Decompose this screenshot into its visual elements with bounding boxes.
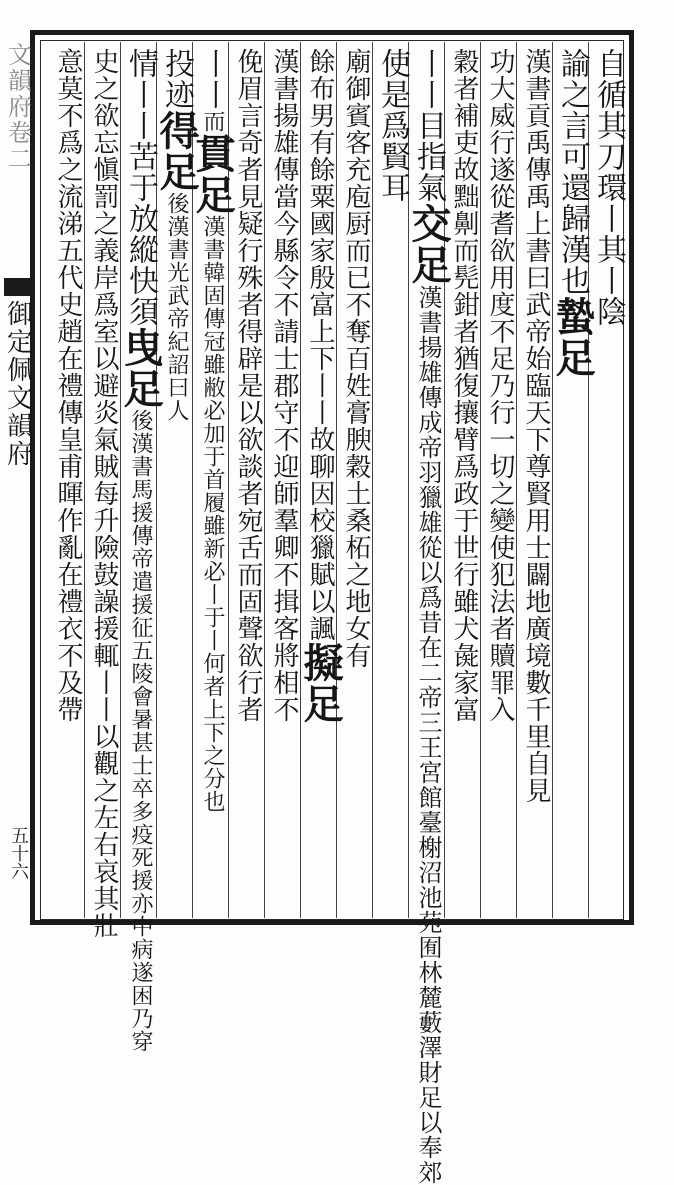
text-column-13: [153, 48, 200, 910]
column-text: 丨丨而貫足漢書韓固傳冠雖敝必加于首履雖新必丨于丨何者上下之分也: [189, 48, 236, 813]
text-column-15: [87, 48, 121, 939]
headword-dezu: 得足: [153, 110, 200, 192]
column-text: 意莫不爲之流涕五代史趙在禮傳皇甫暉作亂在禮衣不及帶: [53, 48, 83, 723]
column-text: 使是爲賢耳: [375, 48, 410, 203]
column-text: 丨丨目指氣交足漢書揚雄傳成帝羽獵雄從以爲昔在二帝三王宮館臺榭沼池苑囿林麓藪澤財足以奉郊: [405, 48, 452, 1185]
column-text: 穀者補吏故黜劓而髡鉗者猶復攘臂爲政于世行雖犬彘家富: [449, 48, 479, 723]
text-column-14: [117, 48, 164, 1053]
text-column-9: [297, 48, 344, 910]
page-gutter: [0, 40, 36, 920]
column-text: 情丨丨苦于放縱快須曳足後漢書馬援傳帝遣援征五陵會暑甚士卒多疫死援亦中病遂困乃穿: [117, 48, 164, 1053]
column-text: 自循其刀環丨其丨陰: [591, 48, 626, 327]
text-column-2: [549, 48, 596, 910]
text-column-5: [447, 48, 481, 910]
text-column-6: [405, 48, 452, 1185]
gutter-block: [4, 278, 32, 296]
running-title: 文韻府卷二: [3, 42, 32, 172]
text-column-10: [267, 48, 301, 910]
column-text: 史之欲忘愼罰之義岸爲室以避炎氣賊每升險鼓譟援輒丨丨以觀之左右哀其壯: [89, 48, 119, 939]
text-column-11: [231, 48, 265, 910]
text-column-8: [339, 48, 373, 910]
column-text: 漢書揚雄傳當今縣令不請士郡守不迎師羣卿不揖客將相不: [269, 48, 299, 723]
column-text: 功大威行遂從耆欲用度不足乃行一切之變使犯法者贖罪入: [485, 48, 515, 723]
column-text: 廟御賓客充庖厨而已不奪百姓膏腴穀土桑柘之地女有: [341, 48, 371, 669]
headword-jiaozu: 交足: [405, 203, 452, 285]
text-column-1: [591, 48, 625, 910]
column-text: 俛眉言奇者見疑行殊者得辟是以欲談者宛舌而固聲欲行者: [233, 48, 263, 723]
text-column-7: [375, 48, 409, 910]
text-column-4: [483, 48, 517, 910]
text-column-16: [51, 48, 85, 910]
column-text: 餘布男有餘粟國家殷富上下丨丨故聊因校獵賦以諷擬足: [297, 48, 344, 724]
book-title: 御定佩文韻府: [2, 300, 33, 468]
text-column-12: [189, 48, 236, 910]
column-text: 漢書貢禹傳禹上書曰武帝始臨天下尊賢用士闢地廣境數千里自見: [521, 48, 551, 804]
headword-yezu: 曳足: [117, 327, 164, 409]
page-number: 五十六: [8, 826, 29, 880]
headword-nizu: 擬足: [297, 642, 344, 724]
text-column-3: [519, 48, 553, 910]
headword-zhizu: 蟄足: [549, 296, 596, 378]
column-text: 投迹得足後漢書光武帝紀詔曰人: [153, 48, 200, 422]
headword-guanzu: 貫足: [189, 133, 236, 215]
column-text: 諭之言可還歸漢也蟄足: [549, 48, 596, 378]
